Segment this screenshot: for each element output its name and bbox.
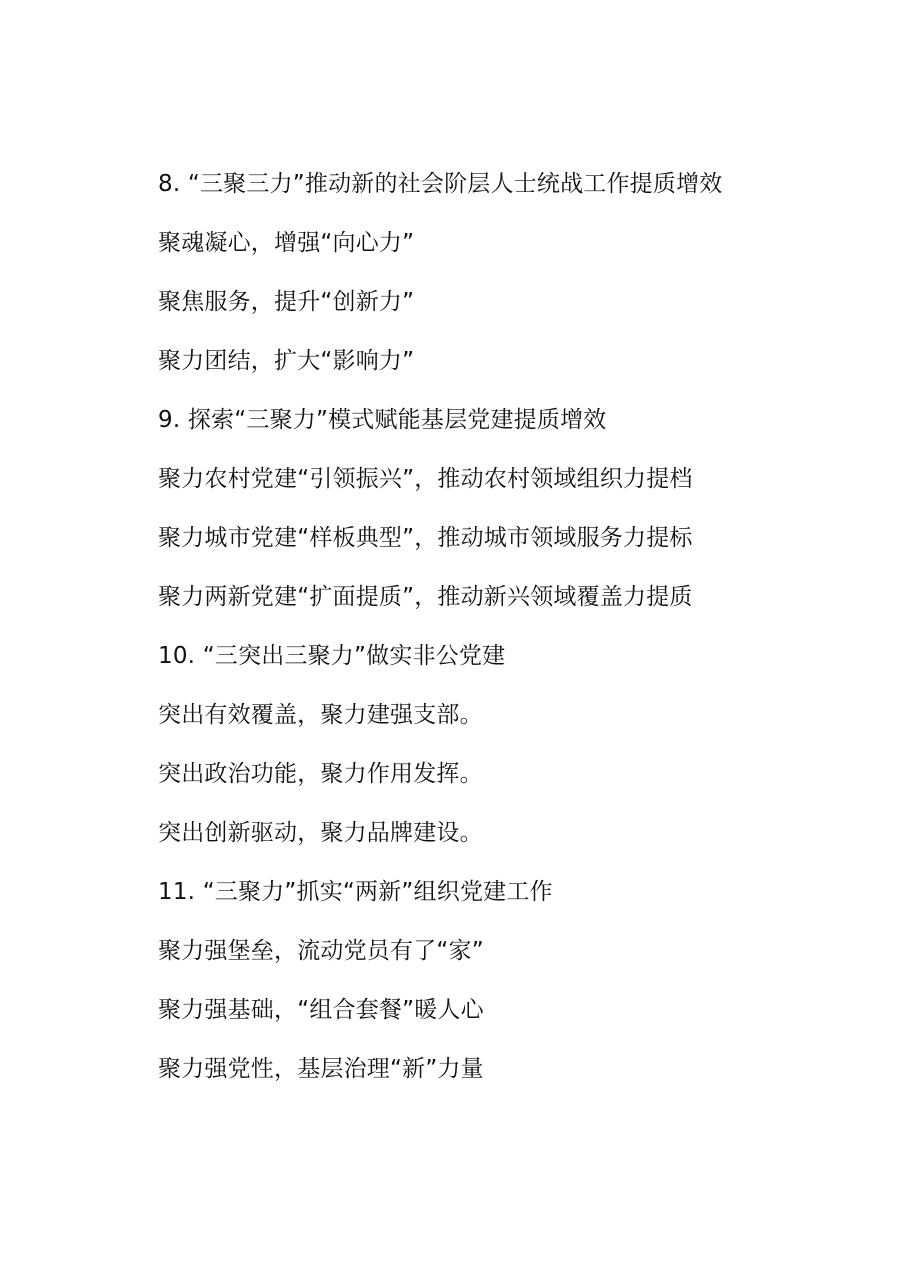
paragraph-line: 突出有效覆盖，聚力建强支部。	[158, 702, 483, 728]
paragraph-line: 聚焦服务，提升“创新力”	[158, 289, 415, 315]
paragraph-line: 聚力强党性，基层治理“新”力量	[158, 1056, 484, 1082]
paragraph-line: 聚力农村党建“引领振兴”，推动农村领域组织力提档	[158, 466, 693, 492]
paragraph-line: 聚力城市党建“样板典型”，推动城市领域服务力提标	[158, 525, 693, 551]
paragraph-line: 聚力两新党建“扩面提质”，推动新兴领域覆盖力提质	[158, 584, 693, 610]
paragraph-line: 聚力强基础，“组合套餐”暖人心	[158, 997, 484, 1023]
heading-11: 11. “三聚力”抓实“两新”组织党建工作	[158, 879, 553, 905]
paragraph-line: 聚力强堡垒，流动党员有了“家”	[158, 938, 484, 964]
paragraph-line: 突出政治功能，聚力作用发挥。	[158, 761, 483, 787]
heading-10: 10. “三突出三聚力”做实非公党建	[158, 643, 506, 669]
heading-9: 9. 探索“三聚力”模式赋能基层党建提质增效	[158, 407, 607, 433]
paragraph-line: 突出创新驱动，聚力品牌建设。	[158, 820, 483, 846]
heading-8: 8. “三聚三力”推动新的社会阶层人士统战工作提质增效	[158, 171, 723, 197]
paragraph-line: 聚力团结，扩大“影响力”	[158, 348, 415, 374]
paragraph-line: 聚魂凝心，增强“向心力”	[158, 230, 415, 256]
document-body	[158, 166, 858, 1110]
